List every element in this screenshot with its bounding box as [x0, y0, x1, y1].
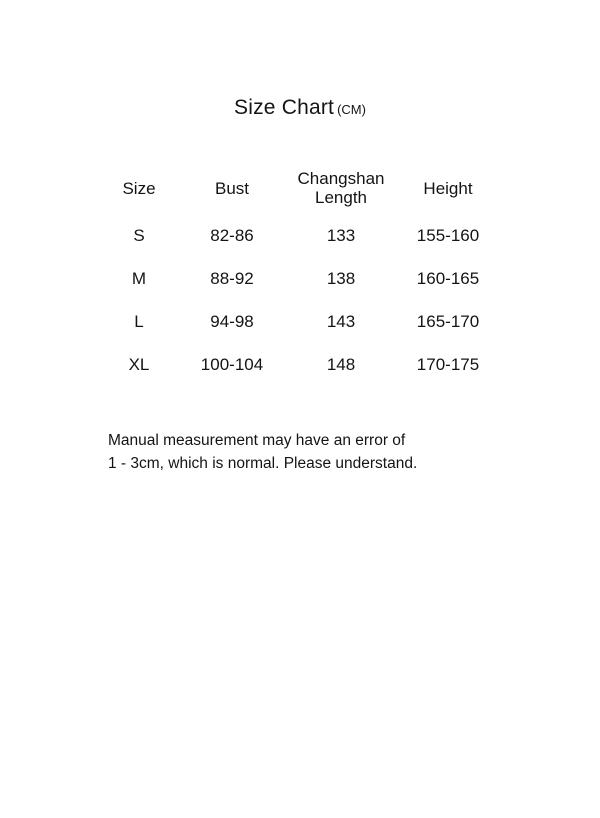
size-chart-table — [100, 162, 500, 386]
column-header-size: Size — [122, 178, 156, 198]
cell-size: L — [134, 311, 144, 331]
column-header-height: Height — [423, 178, 473, 198]
table-row — [100, 343, 500, 386]
measurement-note — [0, 429, 600, 475]
cell-height: 155-160 — [416, 225, 480, 245]
page-title — [0, 96, 600, 120]
cell-length: 138 — [326, 268, 356, 288]
cell-size: M — [131, 268, 147, 288]
title-text: Size Chart — [234, 96, 335, 119]
cell-height: 160-165 — [416, 268, 480, 288]
table-row — [100, 300, 500, 343]
column-header-bust: Bust — [214, 178, 250, 198]
cell-length: 133 — [326, 225, 356, 245]
cell-bust: 100-104 — [200, 354, 264, 374]
measurement-note-line-2: 1 - 3cm, which is normal. Please understand. — [108, 455, 418, 472]
column-header-changshan-length — [286, 162, 396, 214]
column-header-changshan-length-line2: Length — [315, 188, 367, 207]
cell-height: 165-170 — [416, 311, 480, 331]
measurement-note-line-1: Manual measurement may have an error of — [108, 432, 406, 449]
table-row — [100, 257, 500, 300]
column-header-changshan-length-line1: Changshan — [297, 169, 385, 188]
cell-bust: 88-92 — [210, 268, 254, 288]
title-unit: (CM) — [337, 102, 366, 117]
table-body — [100, 214, 500, 386]
cell-bust: 82-86 — [210, 225, 254, 245]
cell-bust: 94-98 — [210, 311, 254, 331]
cell-length: 143 — [326, 311, 356, 331]
cell-height: 170-175 — [416, 354, 480, 374]
table-header-row — [100, 162, 500, 214]
table-row — [100, 214, 500, 257]
cell-length: 148 — [326, 354, 356, 374]
table-header — [100, 162, 500, 214]
cell-size: S — [133, 225, 145, 245]
cell-size: XL — [128, 354, 150, 374]
size-chart-page — [0, 96, 600, 818]
